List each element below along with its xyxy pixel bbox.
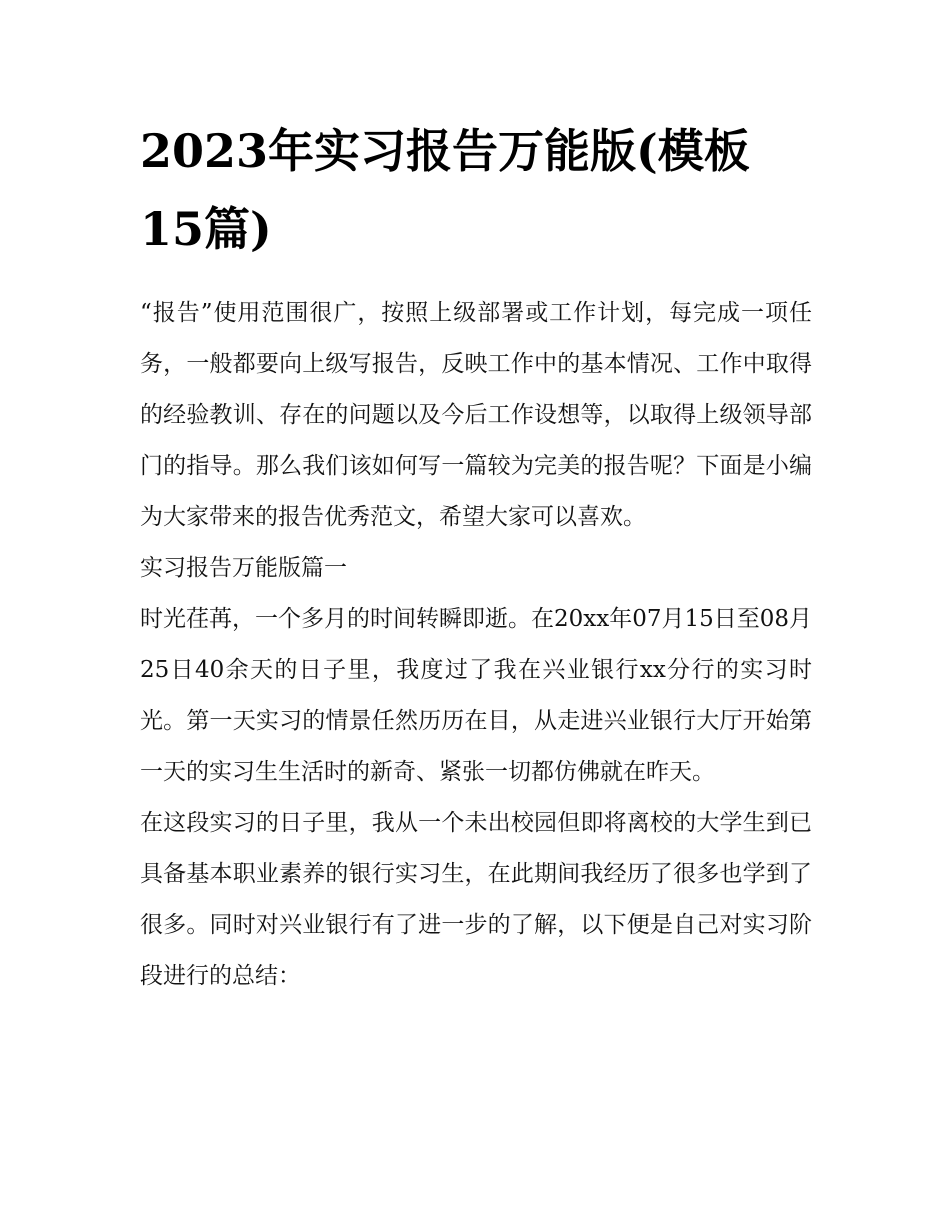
section-heading: 实习报告万能版篇一	[140, 555, 347, 581]
body-paragraph-2: 在这段实习的日子里，我从一个未出校园但即将离校的大学生到已具备基本职业素养的银行实习生，在此期间我经历了很多也学到了很多。同时对兴业银行有了进一步的了解，以下便是自己对实习阶段进行的总结：	[140, 810, 812, 989]
intro-paragraph: “报告”使用范围很广，按照上级部署或工作计划，每完成一项任务，一般都要向上级写报告，反映工作中的基本情况、工作中取得的经验教训、存在的问题以及今后工作设想等，以取得上级领导部门的指导。那么我们该如何写一篇较为完美的报告呢？下面是小编为大家带来的报告优秀范文，希望大家可以喜欢。	[140, 300, 812, 530]
document-body	[140, 112, 812, 1002]
body-paragraph-1: 时光荏苒，一个多月的时间转瞬即逝。在20xx年07月15日至08月25日40余天的日子里，我度过了我在兴业银行xx分行的实习时光。第一天实习的情景任然历历在目，从走进兴业银行大厅开始第一天的实习生生活时的新奇、紧张一切都仿佛就在昨天。	[140, 606, 813, 785]
document-title: 2023年实习报告万能版(模板15篇)	[140, 124, 750, 256]
